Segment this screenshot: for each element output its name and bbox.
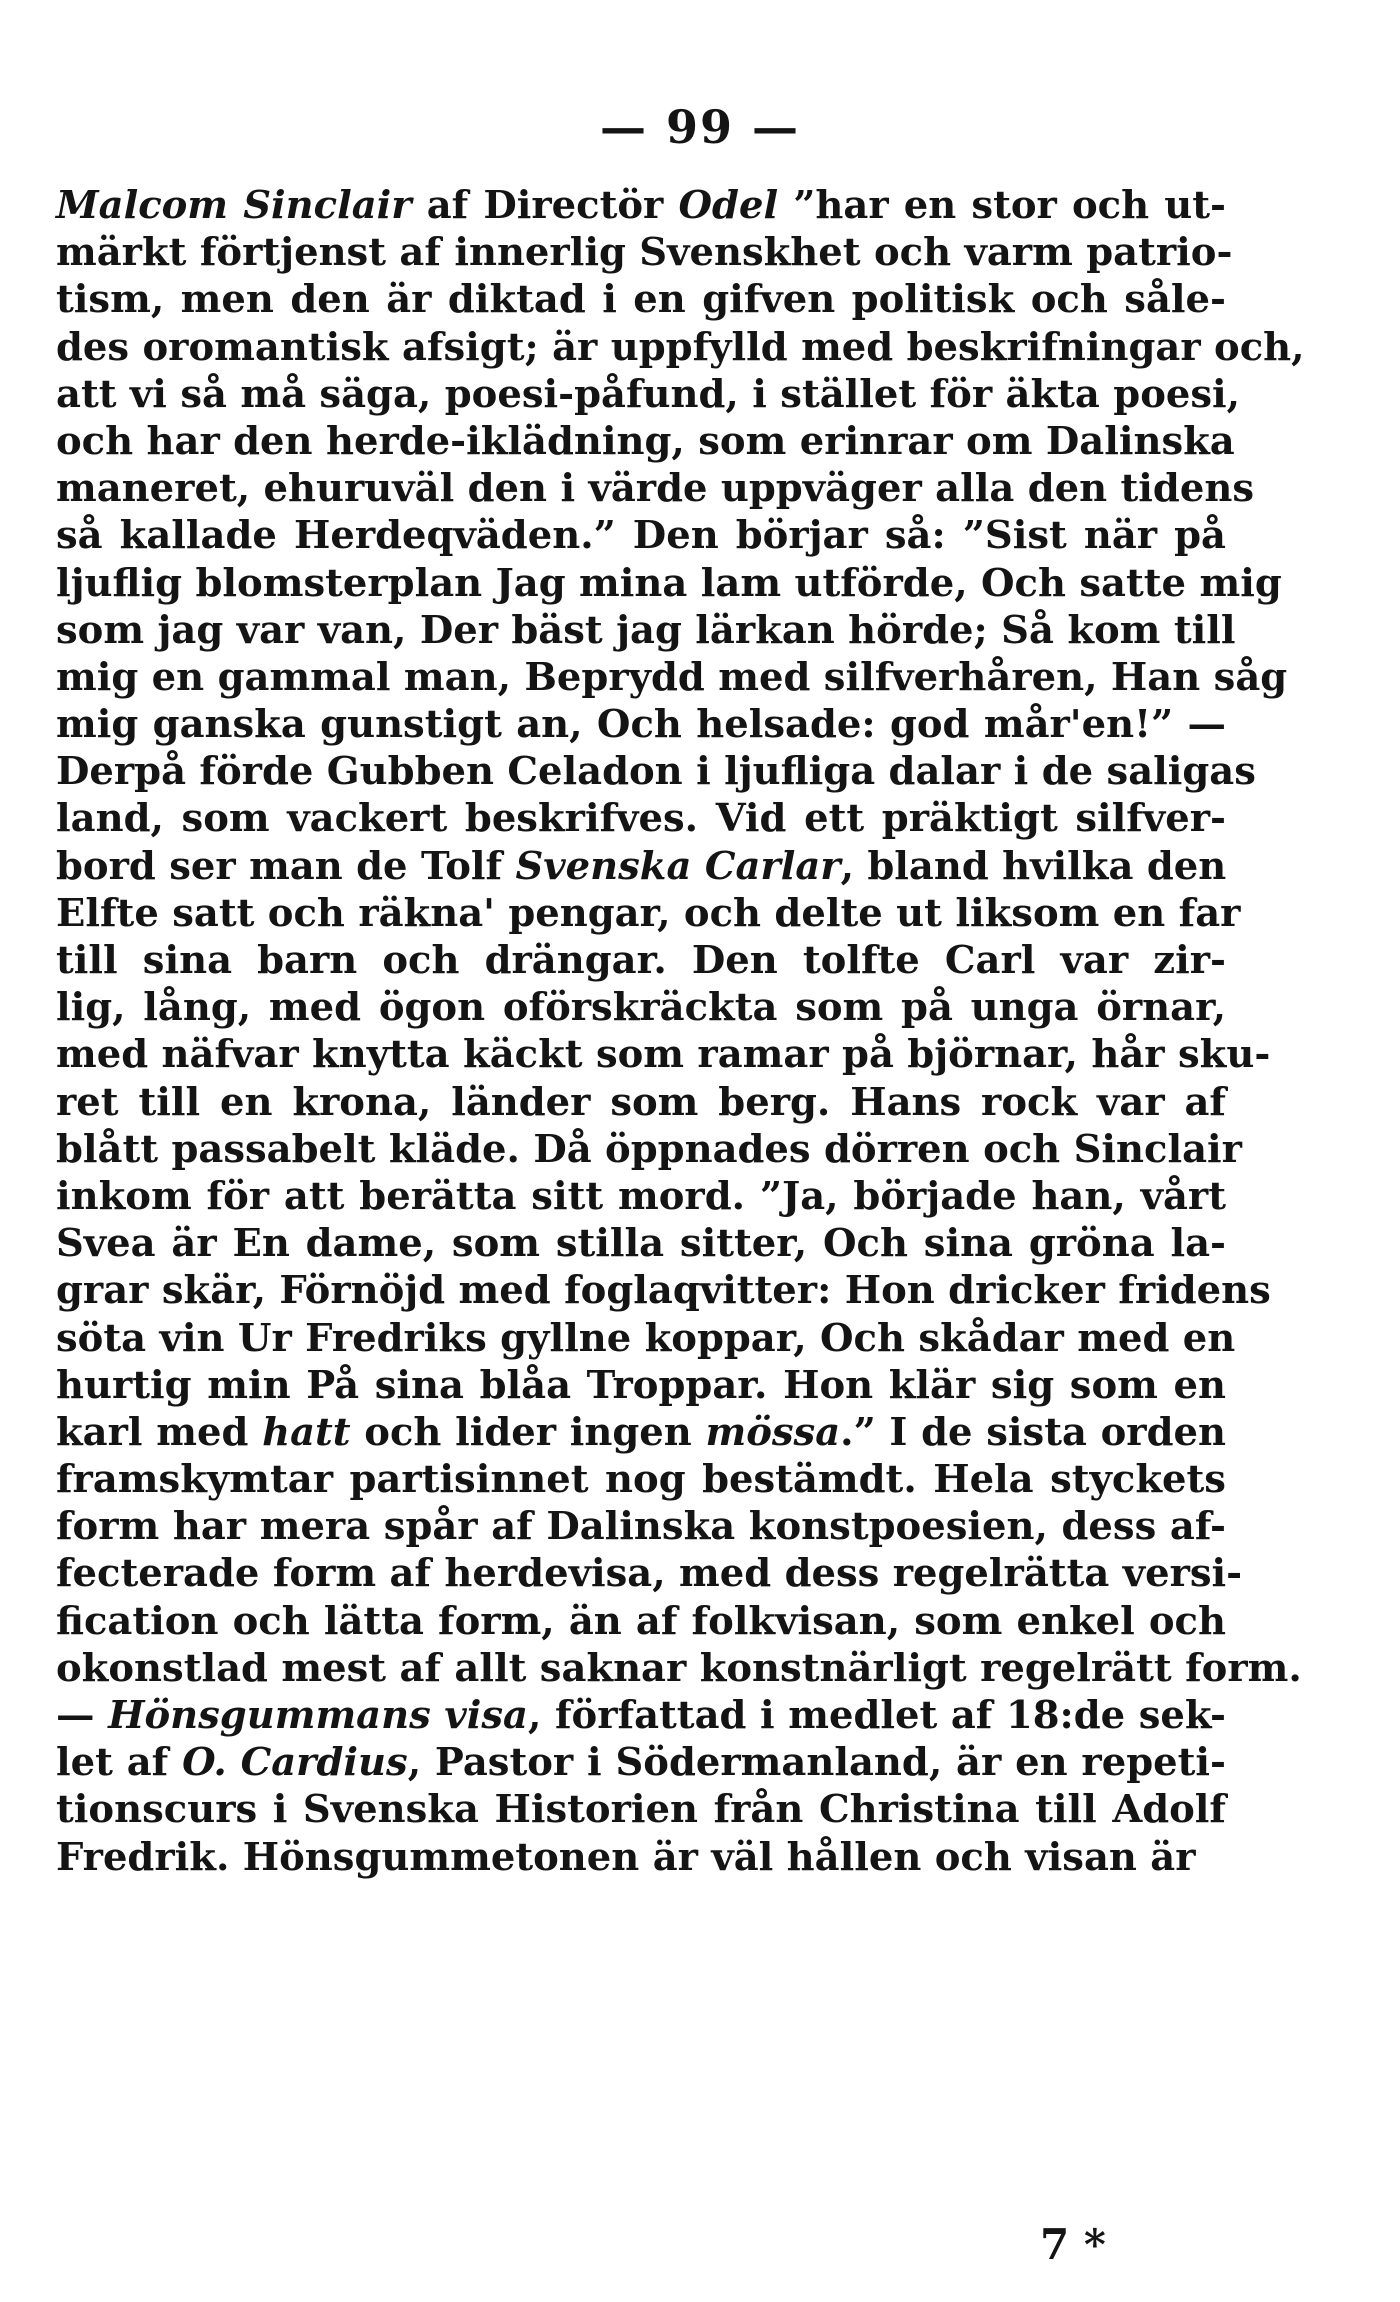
text-line [56, 1031, 1271, 1078]
text-segment: tionscurs i Svenska Historien från Christina till Adolf [56, 1787, 1226, 1833]
text-line [56, 1315, 1236, 1362]
text-line [56, 1598, 1226, 1645]
text-line [56, 229, 1233, 276]
text-segment: bord ser man de Tolf [56, 843, 516, 889]
text-line [56, 1834, 1226, 1881]
text-segment: ljuflig blomsterplan Jag mina lam utförde, Och satte mig [56, 560, 1282, 606]
text-segment: framskymtar partisinnet nog bestämdt. Hela styckets [56, 1457, 1226, 1503]
text-segment: mig ganska gunstigt an, Och helsade: god mår'en!” — [56, 702, 1226, 748]
text-line [56, 1079, 1226, 1126]
text-segment: land, som vackert beskrifves. Vid ett präktigt silfver- [56, 796, 1226, 842]
text-segment: , författad i medlet af 18:de sek- [528, 1693, 1226, 1738]
text-line [56, 465, 1254, 512]
text-segment: okonstlad mest af allt saknar konstnärligt regelrätt form. [56, 1645, 1302, 1691]
text-line [56, 1692, 1226, 1739]
text-line [56, 1267, 1271, 1314]
text-line [56, 701, 1226, 748]
text-line [56, 748, 1256, 795]
text-line [56, 607, 1236, 654]
text-line [56, 1456, 1226, 1503]
text-segment: let af [56, 1740, 183, 1786]
text-line [56, 795, 1226, 842]
text-line [56, 276, 1226, 323]
italic-text-segment: Hönsgummans visa [108, 1693, 528, 1738]
text-segment: form har mera spår af Dalinska konstpoesien, dess af- [56, 1504, 1226, 1550]
page-number-header: — 99 — [599, 100, 801, 154]
text-segment: blått passabelt kläde. Då öppnades dörren och Sinclair [56, 1126, 1242, 1172]
text-segment: Svea är En dame, som stilla sitter, Och sina gröna la- [56, 1221, 1226, 1267]
text-segment: maneret, ehuruväl den i värde uppväger alla den tidens [56, 466, 1254, 512]
text-line [56, 1173, 1226, 1220]
text-segment: Elfte satt och räkna' pengar, och delte ut liksom en far [56, 890, 1241, 936]
text-segment: tism, men den är diktad i en gifven politisk och såle- [56, 277, 1226, 323]
text-line [56, 512, 1226, 559]
text-segment: Fredrik. Hönsgummetonen är väl hållen och visan är [56, 1834, 1196, 1880]
text-segment: att vi så må säga, poesi-påfund, i stället för äkta poesi, [56, 371, 1241, 417]
text-line [56, 1126, 1242, 1173]
text-line [56, 182, 1226, 229]
text-segment: ret till en krona, länder som berg. Hans rock var af [56, 1079, 1226, 1125]
italic-text-segment: hatt [262, 1409, 351, 1455]
italic-text-segment: Malcom Sinclair [56, 183, 412, 228]
text-line [56, 984, 1226, 1031]
text-segment: fication och lätta form, än af folkvisan, som enkel och [56, 1598, 1226, 1644]
text-segment: af Directör [411, 183, 679, 228]
italic-text-segment: O. Cardius [182, 1740, 408, 1786]
text-segment: till sina barn och drängar. Den tolfte Carl var zir- [56, 938, 1226, 983]
signature-mark: 7 * [1040, 2220, 1106, 2269]
text-segment: mig en gammal man, Beprydd med silfverhåren, Han såg [56, 654, 1288, 700]
italic-text-segment: Svenska Carlar [515, 843, 841, 889]
text-line [56, 843, 1226, 890]
text-segment: grar skär, Förnöjd med foglaqvitter: Hon dricker fridens [56, 1268, 1271, 1314]
text-segment: som jag var van, Der bäst jag lärkan hörde; Så kom till [56, 607, 1236, 653]
text-line [56, 324, 1305, 371]
text-segment: och har den herde-iklädning, som erinrar om Dalinska [56, 418, 1235, 464]
text-segment: , bland hvilka den [840, 843, 1227, 889]
text-segment: des oromantisk afsigt; är uppfylld med beskrifningar och, [56, 324, 1305, 370]
text-segment: fecterade form af herdevisa, med dess regelrätta versi- [56, 1551, 1243, 1597]
text-line [56, 1220, 1226, 1267]
text-line [56, 654, 1288, 701]
text-line [56, 1550, 1243, 1597]
text-segment: inkom för att berätta sitt mord. ”Ja, började han, vårt [56, 1173, 1226, 1219]
text-segment: med näfvar knytta käckt som ramar på björnar, hår sku- [56, 1032, 1271, 1078]
text-line [56, 1739, 1226, 1786]
text-segment: .” I de sista orden [840, 1409, 1226, 1455]
text-line [56, 371, 1241, 418]
text-segment: , Pastor i Södermanland, är en repeti- [407, 1740, 1226, 1786]
text-segment: Derpå förde Gubben Celadon i ljufliga dalar i de saligas [56, 749, 1256, 795]
text-segment: och lider ingen [350, 1409, 706, 1455]
text-segment: karl med [56, 1409, 263, 1455]
text-line [56, 1409, 1226, 1456]
italic-text-segment: mössa [705, 1409, 841, 1455]
text-line [56, 1645, 1302, 1692]
text-line [56, 937, 1226, 984]
italic-text-segment: Odel [678, 183, 779, 228]
text-segment: — [56, 1693, 109, 1738]
text-segment: så kallade Herdeqväden.” Den börjar så: ”Sist när på [56, 513, 1226, 559]
text-segment: märkt förtjenst af innerlig Svenskhet och varm patrio- [56, 230, 1233, 276]
text-line [56, 1503, 1226, 1550]
body-text [56, 182, 1305, 1881]
text-segment: söta vin Ur Fredriks gyllne koppar, Och skådar med en [56, 1315, 1236, 1361]
text-line [56, 890, 1241, 937]
text-line [56, 560, 1282, 607]
text-segment: ”har en stor och ut- [778, 183, 1226, 228]
text-segment: hurtig min På sina blåa Troppar. Hon klär sig som en [56, 1362, 1226, 1408]
text-line [56, 1786, 1226, 1833]
text-line [56, 1362, 1226, 1409]
text-segment: lig, lång, med ögon oförskräckta som på unga örnar, [56, 985, 1226, 1031]
text-line [56, 418, 1235, 465]
